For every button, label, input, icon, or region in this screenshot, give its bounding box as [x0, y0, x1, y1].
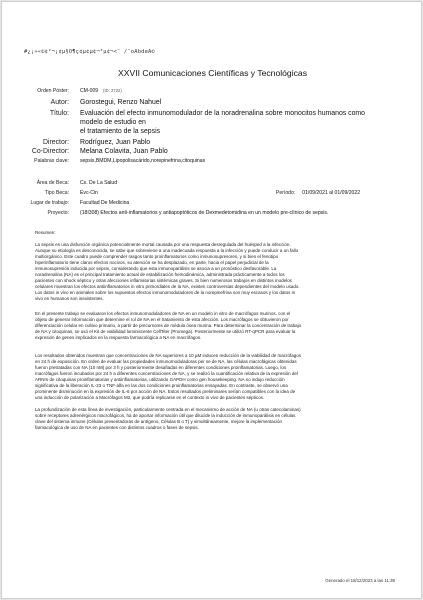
resumen-line: objeto de generar información que determine el rol de NA en el tratamiento de esta afección. Los macrófagos se obtuvieron por	[35, 317, 289, 323]
titulo-row	[22, 110, 365, 136]
director-label: Director:	[42, 139, 69, 146]
titulo-value	[80, 110, 365, 136]
resumen-line: sobre receptores adrenérgicos macrofágicos, ha de aportar información útil que dilucide la inducción de inmunoparálisis en células	[35, 413, 296, 419]
codirector-value: Melana Colavita, Juan Pablo	[80, 148, 168, 155]
palabras-clave-label: Palabras clave:	[34, 158, 69, 164]
proyecto-label: Proyecto:	[47, 210, 69, 216]
resumen-line: La sepsis es una disfunción orgánica potencialmente mortal causada por una respuesta desregulada del huésped a la infección.	[35, 242, 291, 247]
resumen-line: de NA y citoquinas, se usó el Kit de viabilidad luminiscente CellTiter (Promega). Posteriormente se utilizó RT-qPCR para evaluar la	[35, 329, 296, 335]
codirector-label: Co-Director:	[31, 148, 69, 155]
proyecto-row	[22, 210, 328, 216]
resumen-line: clave del sistema inmune (Células presentadoras de antígeno, Células B o T) y simultáneamente, mejore la implementación	[35, 419, 283, 425]
resumen-line: Los resultados obtenidos muestran que concentraciones de NA superiores a 10 µM inducen reducción de la viabilidad de macrófagos	[35, 353, 302, 358]
resumen-line: vivo en humanos son inexistentes.	[35, 296, 104, 302]
resumen-paragraph-2	[35, 311, 392, 341]
director-row	[22, 139, 150, 146]
proyecto-value: (18I308) Efectos anti-inflamatorios y antiapoptóticos de Dexmedetomidina en un modelo pre-clínico de sepsis.	[80, 210, 329, 216]
resumen-line: fueron pretratadas con NA (10 nM) por 3 h y posteriormente desafiadas en diferentes condiciones proinflamatorias. Luego, los	[35, 365, 287, 371]
resumen-paragraph-3	[35, 353, 392, 401]
autor-label: Autor:	[50, 99, 69, 106]
resumen-line: hiperinflamatorio tiene claros efectos nocivos, su atención se ha desplazado, en parte, hacia el papel perjudicial de la	[35, 260, 269, 266]
resumen-line: significativa de la liberación IL-23 o TNF-alfa en las dos condiciones proinflamatorias ensayadas. En contraste, se observó una	[35, 383, 288, 389]
resumen-line: ARNm de citoquinas proinflamatorias y antiinflamatorias, utilizando GAPDH como gen housekeeping. NA no indujo reducción	[35, 377, 285, 383]
resumen-line: expresión de genes implicados en la respuesta farmacológica a NA en macrófagos.	[35, 335, 202, 341]
palabras-clave-value: sepsis,BMDM,Lipopolisacárido,norepinefrina,citoquinas	[80, 158, 206, 164]
resumen-line: multiorgánico. Este cuadro puede comprender rasgos tanto proinflamatorios como inmunosupresores, y si bien el fenotipo	[35, 254, 279, 260]
orden-poster-extra: (ID: 2722)	[103, 88, 122, 93]
orden-poster-label: Orden Póster:	[37, 88, 69, 94]
director-value: Rodríguez, Juan Pablo	[80, 139, 151, 146]
document-page	[1, 1, 422, 599]
area-beca-label: Área de Beca:	[36, 180, 69, 186]
autor-row	[22, 99, 161, 106]
resumen-paragraph-4	[35, 407, 392, 431]
tipo-beca-label: Tipo Beca:	[44, 190, 69, 196]
resumen-line: Los datos in vivo en animales sobre los supuestos efectos inmunomoduladores de la norepinefrina son muy escasos y los datos in	[35, 290, 296, 296]
resumen-line: inmunosupresión inducida por sepsis, considerando que esta inmunoparálisis se asocia a un pronóstico desfavorable. La	[35, 266, 277, 272]
lugar-trabajo-value: Facultad De Medicina	[80, 200, 130, 206]
generated-timestamp: Generado el 18/12/2023 a las 11:38	[325, 578, 395, 583]
periodo-label: Período:	[276, 190, 296, 196]
orden-poster-row	[22, 88, 122, 94]
codirector-row	[22, 148, 168, 155]
page-title: XXVII Comunicaciones Científicas y Tecnológicas	[118, 68, 307, 78]
titulo-line: Evaluación del efecto inmunomodulador de la noradrenalina sobre monocitos humanos como	[80, 110, 365, 117]
tipo-beca-row	[22, 190, 98, 196]
resumen-line: macrófagos fueron incubados por 24 h a diferentes concentraciones de NA, y se realizó la cuantificación relativa de la expresión del	[35, 371, 298, 377]
periodo-value: 01/09/2021 al 01/09/2022	[302, 190, 361, 196]
autor-value: Gorostegui, Renzo Nahuel	[80, 99, 162, 106]
resumen-line: en 24 h de exposición. En orden de evaluar las propiedades inmunomoduladoras per se de NA, las células macrofágicas obtenidas	[35, 359, 297, 365]
resumen-line: farmacológica de uso de NA en pacientes con distintos cuadros o fases de sepsis.	[35, 425, 199, 431]
resumen-line: La profundización de esta línea de investigación, particularmente centrada en el mecanismo de acción de NA (u otras catecolaminas)	[35, 407, 301, 412]
lugar-trabajo-label: Lugar de trabajo:	[30, 200, 69, 206]
orden-poster-value: CM-009	[80, 88, 99, 94]
resumen-line: celulares muestran los efectos antiinflamatorios in vitro primordiales de la NA, existen controversias dependientes del modelo usado.	[35, 284, 300, 290]
tipo-beca-value: Evc-Cin	[80, 190, 98, 196]
resumen-line: diferenciación celular en cultivo primario, a partir de precursores de médula ósea murina. Para determinar la concentración de trabajo	[35, 323, 302, 329]
resumen-line: En el presente trabajo se evaluaron los efectos inmunomoduladores de NA en un modelo in vitro de macrófagos murinos, con el	[35, 311, 291, 316]
resumen-line: pacientes con shock séptico y otras afecciones inflamatorias sistémicas graves. Si bien numerosos trabajos en distintos modelos	[35, 278, 292, 284]
titulo-label: Título:	[49, 110, 69, 117]
resumen-line: noradrenalina (NA) es el principal tratamiento actual de estabilización hemodinámica, administrada prácticamente a todos los	[35, 272, 285, 278]
resumen-line: Aunque su etiología es desconocida, se sabe que sobreviene a una inadecuada respuesta a la infección y puede conducir a un fallo	[35, 248, 299, 254]
area-beca-row	[22, 180, 117, 186]
resumen-paragraph-1	[35, 242, 392, 302]
area-beca-value: Cs. De La Salud	[80, 180, 118, 186]
resumen-line: prominente disminución en la expresión de IL-6 por acción de NA. Estos resultados preliminares serían compatibles con la idea de	[35, 389, 296, 395]
resumen-heading: Resumen:	[35, 230, 56, 235]
lugar-trabajo-row	[22, 200, 129, 206]
titulo-line: modelo de estudio en	[80, 118, 146, 126]
resumen-line: una inducción de polarización a Macrófagos M2, que podría replicarse en el contexto in vivo de pacientes sépticos.	[35, 395, 265, 401]
titulo-line: el tratamiento de la sepsis	[80, 127, 161, 135]
periodo-row	[276, 190, 360, 196]
barcode-text: #¿¡»«©¢²¬¡¢µ§O¶ç¢µ¢µ¢¬³µ¢¬<¨ /¨oAbdeA©	[24, 49, 155, 55]
palabras-clave-row	[22, 158, 205, 164]
